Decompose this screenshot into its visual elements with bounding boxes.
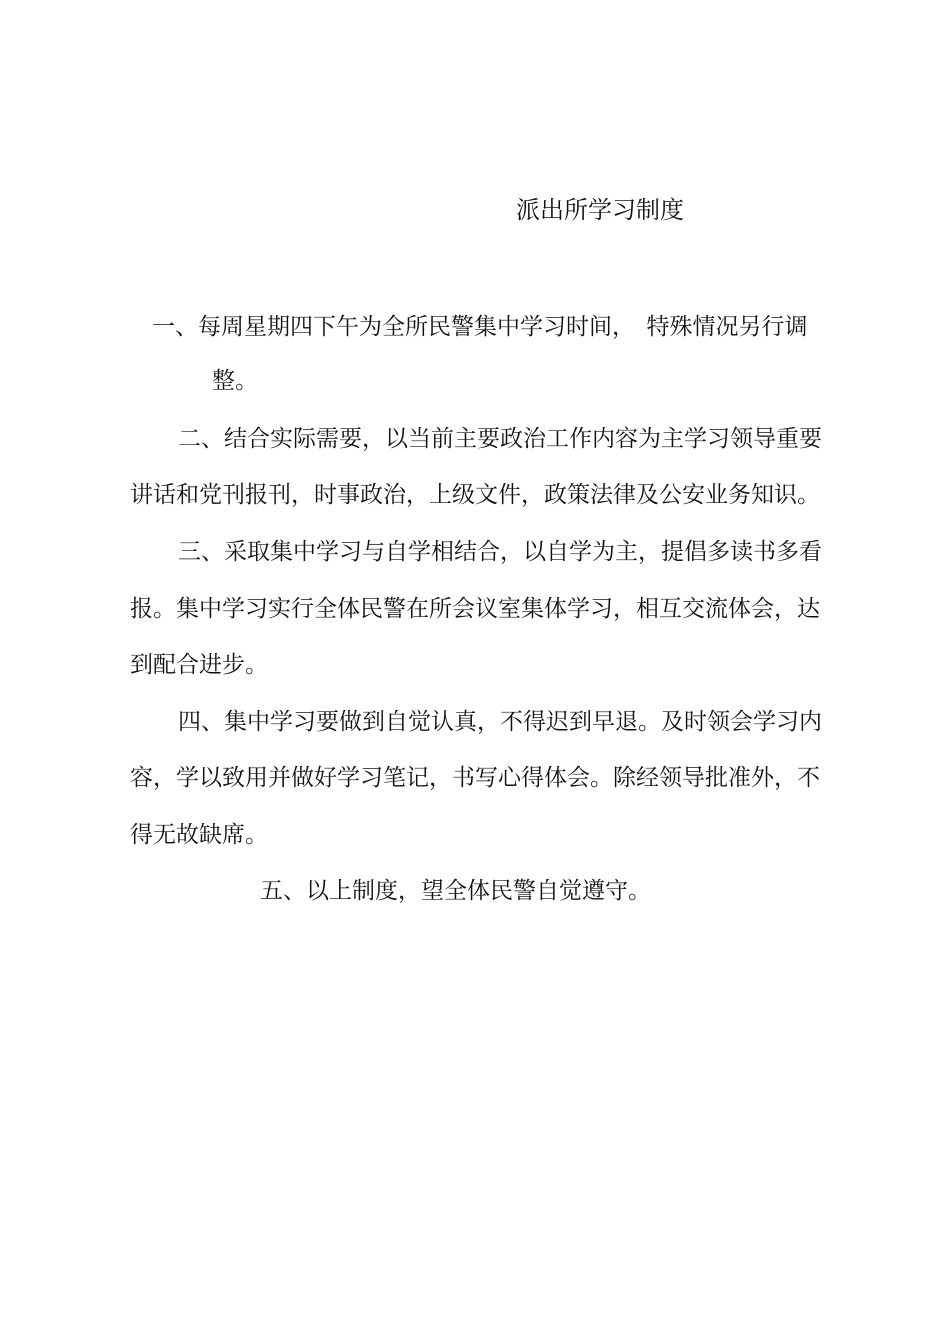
clause-3-line-1: 三、采取集中学习与自学相结合，以自学为主，提倡多读书多看 <box>178 539 822 565</box>
document-title: 派出所学习制度 <box>516 196 684 224</box>
clause-3-line-2: 报。集中学习实行全体民警在所会议室集体学习，相互交流体会，达 <box>130 596 820 622</box>
clause-2-line-2: 讲话和党刊报刊，时事政治，上级文件，政策法律及公安业务知识。 <box>130 482 820 508</box>
clause-3-line-3: 到配合进步。 <box>130 652 268 678</box>
clause-5-line-1: 五、以上制度，望全体民警自觉遵守。 <box>260 878 651 904</box>
clause-1-line-2: 整。 <box>212 368 258 394</box>
clause-2-line-1: 二、结合实际需要，以当前主要政治工作内容为主学习领导重要 <box>178 426 822 452</box>
clause-4-line-1: 四、集中学习要做到自觉认真，不得迟到早退。及时领会学习内 <box>178 709 822 735</box>
clause-4-line-3: 得无故缺席。 <box>130 822 268 848</box>
clause-4-line-2: 容，学以致用并做好学习笔记，书写心得体会。除经领导批准外，不 <box>130 765 820 791</box>
clause-1-line-1: 一、每周星期四下午为全所民警集中学习时间， 特殊情况另行调 <box>152 314 808 340</box>
